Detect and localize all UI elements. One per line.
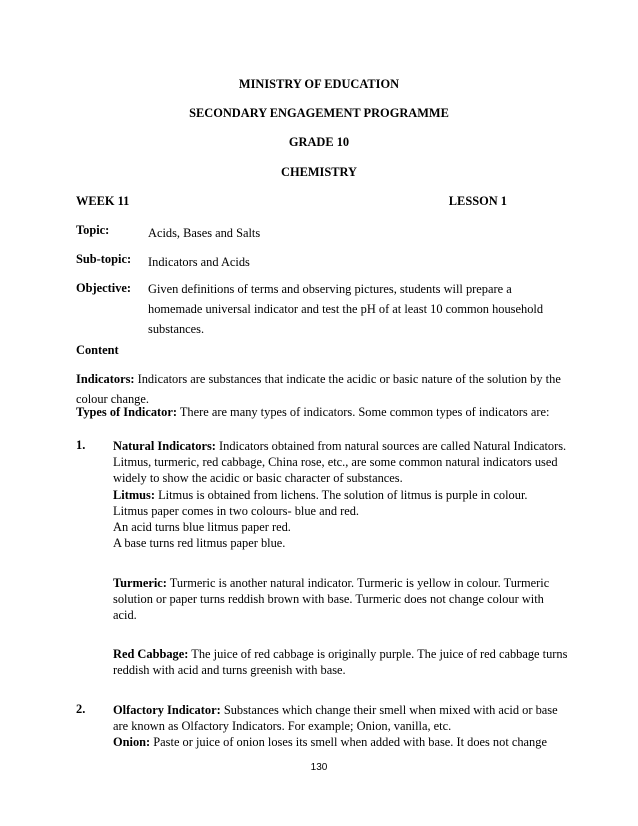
litmus-line-3: An acid turns blue litmus paper red.: [113, 520, 291, 535]
item1-number: 1.: [76, 438, 86, 452]
natural-text: Indicators obtained from natural sources are called Natural Indicators. Litmus, turmeric, red cabbage, China rose, etc., are some common natural indicators used widely to show the acidic or basic character of substances.: [113, 439, 567, 486]
objective-label: Objective:: [76, 281, 132, 295]
olfactory-text: Substances which change their smell when mixed with acid or base are known as Olfactory Indicators. For example; Onion, vanilla, etc.: [113, 703, 558, 734]
week-label: WEEK 11: [76, 194, 130, 208]
turmeric-paragraph: [113, 575, 568, 624]
turmeric-text: Turmeric is another natural indicator. Turmeric is yellow in colour. Turmeric solution or paper turns reddish brown with base. Turmeric does not change colour with acid.: [113, 576, 550, 623]
onion-text: Paste or juice of onion loses its smell when added with base. It does not change: [150, 735, 547, 750]
indicators-term: Indicators:: [76, 372, 135, 386]
lesson-label: LESSON 1: [448, 194, 507, 208]
cabbage-term: Red Cabbage:: [113, 647, 189, 661]
ministry-heading: MINISTRY OF EDUCATION: [238, 77, 400, 91]
turmeric-term: Turmeric:: [113, 576, 167, 590]
onion-term: Onion:: [113, 735, 151, 750]
types-definition: [76, 403, 561, 423]
indicators-text: Indicators are substances that indicate the acidic or basic nature of the solution by the colour change.: [76, 372, 561, 406]
types-text: There are many types of indicators. Some common types of indicators are:: [176, 405, 550, 419]
subtopic-value: Indicators and Acids: [148, 255, 250, 269]
natural-term: Natural Indicators:: [113, 439, 216, 453]
litmus-line-2: Litmus paper comes in two colours- blue and red.: [113, 503, 360, 518]
subject-heading: CHEMISTRY: [281, 165, 357, 179]
content-heading: Content: [76, 343, 119, 357]
item1-natural-indicators: [113, 438, 568, 551]
litmus-text: Litmus is obtained from lichens. The solution of litmus is purple in colour.: [155, 487, 528, 502]
page-number: 130: [310, 762, 328, 773]
litmus-term: Litmus:: [113, 487, 155, 502]
programme-heading: SECONDARY ENGAGEMENT PROGRAMME: [189, 106, 449, 120]
topic-label: Topic:: [76, 223, 110, 237]
objective-value: Given definitions of terms and observing pictures, students will prepare a homemade universal indicator and test the pH of at least 10 common household substances.: [148, 282, 544, 336]
cabbage-text: The juice of red cabbage is originally purple. The juice of red cabbage turns reddish with acid and turns greenish with base.: [113, 647, 568, 678]
litmus-line-4: A base turns red litmus paper blue.: [113, 536, 286, 551]
grade-heading: GRADE 10: [288, 135, 350, 149]
item2-olfactory-indicator: [113, 702, 568, 751]
topic-value: Acids, Bases and Salts: [148, 226, 261, 240]
subtopic-label: Sub-topic:: [76, 252, 132, 266]
types-term: Types of Indicator:: [76, 405, 177, 419]
olfactory-term: Olfactory Indicator:: [113, 703, 221, 717]
item2-number: 2.: [76, 702, 86, 716]
red-cabbage-paragraph: [113, 646, 568, 678]
